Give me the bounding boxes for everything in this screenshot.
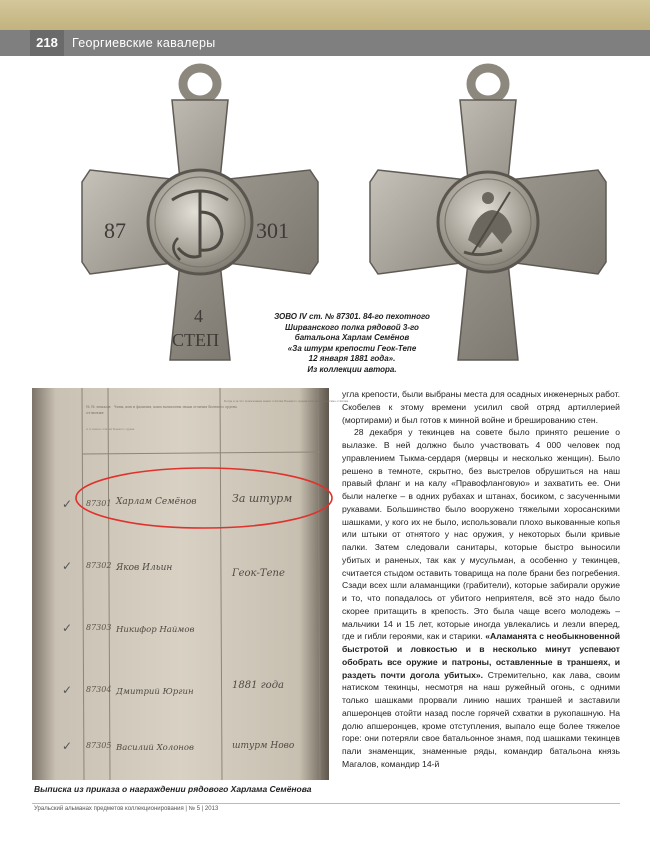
doc-col2-header: Чины, имя и фамилия, коим назначены знаки отличия Военного ордена	[114, 405, 237, 409]
top-color-band	[0, 0, 650, 30]
page-number: 218	[30, 30, 64, 56]
svg-text:✓: ✓	[62, 621, 73, 635]
article-text: Стремительно, как лава, своим натиском текинцы, несмотря на наш ружейный огонь, с одними только шашками прорвали линию наших траншей и заставили апшеронцев отойти назад после горячей схватки в рукопашную. На долю апшеронцев, кроме отступления, выпало еще более тяжелое горе: они потеряли свое батальонное знамя, под шашками текинцев пали знаменщик, знаменные ряды, командир батальона князь Магалов, командир 14-й	[342, 669, 620, 769]
medal-caption-line: Ширванского полка рядовой 3-го	[285, 322, 419, 332]
page-footer: Уральский альманах предметов коллекционирования | № 5 | 2013	[34, 806, 219, 812]
doc-row-note: 1881 года	[232, 680, 285, 691]
document-photo	[32, 388, 349, 780]
doc-row-name: Харлам Семёнов	[116, 497, 197, 507]
doc-row-note: За штурм	[232, 492, 293, 505]
section-title: Георгиевские кавалеры	[72, 36, 216, 50]
doc-row-number: 87304	[86, 685, 112, 694]
article-paragraph: угла крепости, были выбраны места для осадных инженерных работ. Скобелев к этому времени усилил свой отряд артиллерией (мортирами) и был готов к минной войне и брешированию стен.	[342, 389, 620, 425]
article-body	[342, 388, 620, 771]
doc-row-name: Яков Ильин	[116, 563, 173, 573]
medal-right-number: 301	[256, 218, 289, 243]
doc-row-note: Геок-Тепе	[232, 568, 285, 579]
medal-degree-label: СТЕП	[172, 330, 219, 350]
doc-row-name: Никифор Наймов	[116, 625, 195, 635]
medal-caption	[252, 312, 452, 375]
doc-row-note: штурм Ново	[232, 741, 295, 751]
doc-row-number: 87303	[86, 623, 112, 632]
medal-degree-number: 4	[194, 306, 203, 326]
doc-col1-header-full: № № знаков отличия Военного ордена	[86, 428, 135, 431]
svg-text:✓: ✓	[62, 497, 73, 511]
medal-caption-line: батальона Харлам Семёнов	[294, 333, 410, 342]
doc-col1-header: № № знаков отличия	[86, 404, 111, 415]
article-paragraph	[342, 426, 620, 770]
medal-caption-line: 12 января 1881 года».	[308, 354, 396, 363]
doc-col3-header: Когда и за что пожалованы знаки отличия Военного ордена или какие воинские отличия	[224, 400, 349, 403]
medal-caption-line: Из коллекции автора.	[307, 364, 397, 374]
svg-text:✓: ✓	[62, 559, 73, 573]
photo-caption: Выписка из приказа о награждении рядового Харлама Семёнова	[34, 784, 312, 794]
doc-row-number: 87301	[86, 499, 112, 508]
doc-row-name: Василий Холонов	[116, 743, 194, 753]
doc-row-name: Дмитрий Юргин	[116, 687, 194, 697]
footer-divider	[32, 803, 620, 804]
article-text: 28 декабря у текинцев на совете было принято решение о вылазке. В ней должно было участвовать 4 000 человек под управлением Тыкма-сердаря (мервцы и несколько женщин). Было решено в темноте, скрытно, без выстрелов обрушиться на наш правый фланг и на калу «Правофланговую» и захватить ее. Они были налегке – в одних рубахах и штанах, босиком, с засученными рукавами. Большинство было вооружено тяжелыми хоросанскими шашками, у кого их не было, использовали плохо выкованные копья или штыки от отнятого у нас оружия, у некоторых были кривые палки. Затем следовали санитары, которые быстро выносили убитых и раненых, так как у мусульман, а особенно у текинцев, считается стыдом оставить товарища на поле брани без погребения. Сзади всех шли аламанщики (грабители), которые забирали оружие и то, что попадалось от убитого неприятеля, всё это надо было скорее притащить в крепость. Это была чаще всего молодежь – мальчики 14 и 15 лет, которые иногда увлекались и лезли вперед, где и гибли героями, как и старики.	[342, 427, 620, 642]
article-quote: «Аламанята с необыкновенной быстротой и ловкостью и в несколько минут успевают обобрать все оружие и патроны, оставленные в траншеях, и раздеть почти догола убитых».	[342, 631, 621, 680]
svg-text:✓: ✓	[62, 683, 73, 697]
svg-text:✓: ✓	[62, 739, 73, 753]
doc-row-number: 87302	[86, 561, 112, 570]
medal-caption-line: «За штурм крепости Геок-Тепе	[287, 343, 417, 353]
medal-caption-line: ЗОВО IV ст. № 87301. 84-го пехотного	[274, 312, 430, 321]
medal-left-number: 87	[104, 218, 126, 243]
doc-row-number: 87305	[86, 741, 112, 750]
